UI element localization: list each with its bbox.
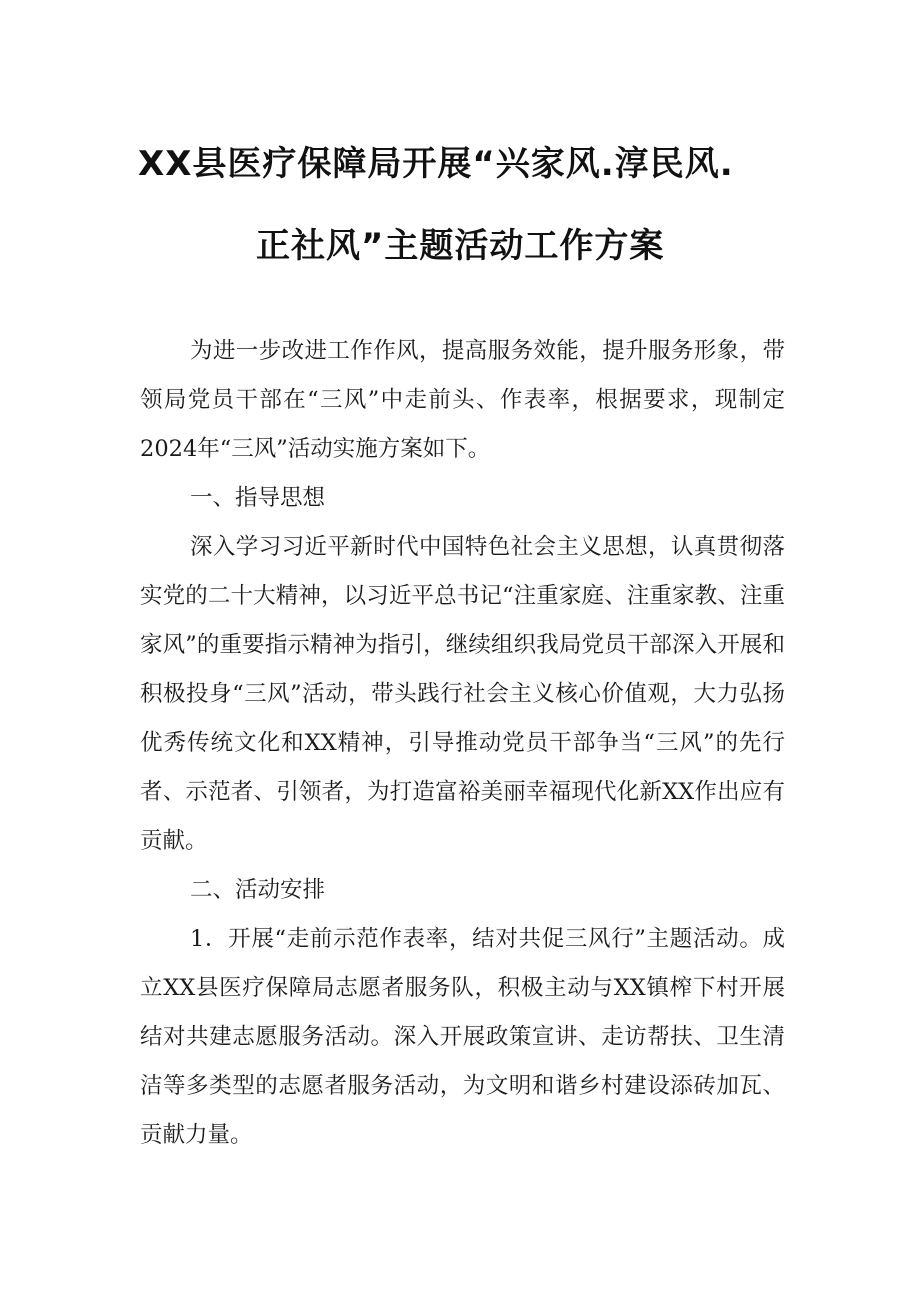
section-heading-activity-arrangement: 二、活动安排 bbox=[190, 877, 326, 903]
intro-paragraph: 为进一步改进工作作风，提高服务效能，提升服务形象，带领局党员干部在“三风”中走前头、作表率，根据要求，现制定2024年“三风”活动实施方案如下。 bbox=[140, 338, 785, 462]
section-heading-guiding-ideology: 一、指导思想 bbox=[190, 485, 326, 511]
guiding-ideology-paragraph: 深入学习习近平新时代中国特色社会主义思想，认真贯彻落实党的二十大精神，以习近平总书记“注重家庭、注重家教、注重家风”的重要指示精神为指引，继续组织我局党员干部深入开展和积极投身“三风”活动，带头践行社会主义核心价值观，大力弘扬优秀传统文化和XX精神，引导推动党员干部争当“三风”的先行者、示范者、引领者，为打造富裕美丽幸福现代化新XX作出应有贡献。 bbox=[140, 534, 785, 854]
activity-item-1-paragraph: 1．开展“走前示范作表率，结对共促三风行”主题活动。成立XX县医疗保障局志愿者服务队，积极主动与XX镇榨下村开展结对共建志愿服务活动。深入开展政策宣讲、走访帮扶、卫生清洁等多类型的志愿者服务活动，为文明和谐乡村建设添砖加瓦、贡献力量。 bbox=[140, 926, 785, 1148]
document-title-line-2: 正社风”主题活动工作方案 bbox=[256, 226, 665, 266]
document-title-line-1: XX县医疗保障局开展“兴家风.淳民风. bbox=[138, 144, 734, 184]
